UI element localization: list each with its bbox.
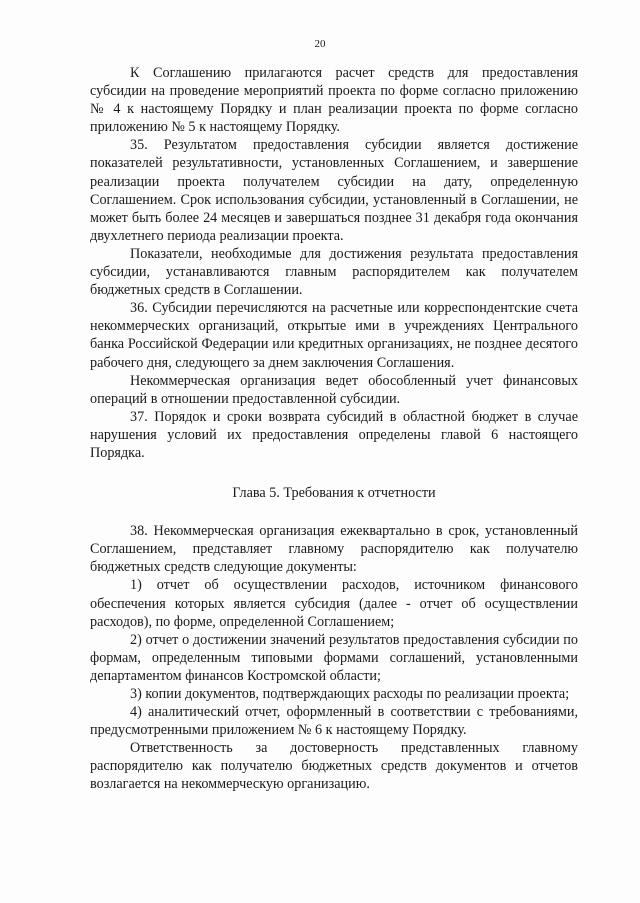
paragraph-35: 35. Результатом предоставления субсидии является достижение показателей результативности, установленных Соглашением, и завершение реализации проекта получателем субсидии на дату, определенную Соглашением. Срок использования субсидии, установленный в Соглашении, не может быть более 24 месяцев и завершаться позднее 31 декабря года окончания двухлетнего периода реализации проекта. [90,137,578,244]
document-body [90,64,578,794]
list-item-4: 4) аналитический отчет, оформленный в соответствии с требованиями, предусмотренными приложением № 6 к настоящему Порядку. [90,704,578,739]
paragraph-separate-accounting: Некоммерческая организация ведет обособленный учет финансовых операций в отношении предоставленной субсидии. [90,372,578,407]
paragraph-38: 38. Некоммерческая организация ежеквартально в срок, установленный Соглашением, представляет главному распорядителю как получателю бюджетных средств следующие документы: [90,523,578,576]
paragraph-36: 36. Субсидии перечисляются на расчетные или корреспондентские счета некоммерческих организаций, открытые ими в учреждениях Центрального банка Российской Федерации или кредитных организациях, не позднее десятого рабочего дня, следующего за днем заключения Соглашения. [90,300,578,371]
paragraph-indicators: Показатели, необходимые для достижения результата предоставления субсидии, устанавливаются главным распорядителем как получателем бюджетных средств в Соглашении. [90,245,578,299]
list-item-2: 2) отчет о достижении значений результатов предоставления субсидии по формам, определенным типовыми формами соглашений, установленными департаментом финансов Костромской области; [90,631,578,684]
list-item-3: 3) копии документов, подтверждающих расходы по реализации проекта; [130,686,570,702]
chapter-heading: Глава 5. Требования к отчетности [232,485,436,502]
paragraph-attachments: К Соглашению прилагаются расчет средств для предоставления субсидии на проведение мероприятий проекта по форме согласно приложению № 4 к настоящему Порядку и план реализации проекта по форме согласно приложению № 5 к настоящему Порядку. [90,65,578,136]
list-item-1: 1) отчет об осуществлении расходов, источником финансового обеспечения которых является субсидия (далее - отчет об осуществлении расходов), по форме, определенной Соглашением; [90,577,578,630]
paragraph-responsibility: Ответственность за достоверность представленных главному распорядителю как получателю бюджетных средств документов и отчетов возлагается на некоммерческую организацию. [90,740,578,793]
paragraph-37: 37. Порядок и сроки возврата субсидий в областной бюджет в случае нарушения условий их предоставления определены главой 6 настоящего Порядка. [90,408,578,461]
page-number: 20 [314,38,326,50]
